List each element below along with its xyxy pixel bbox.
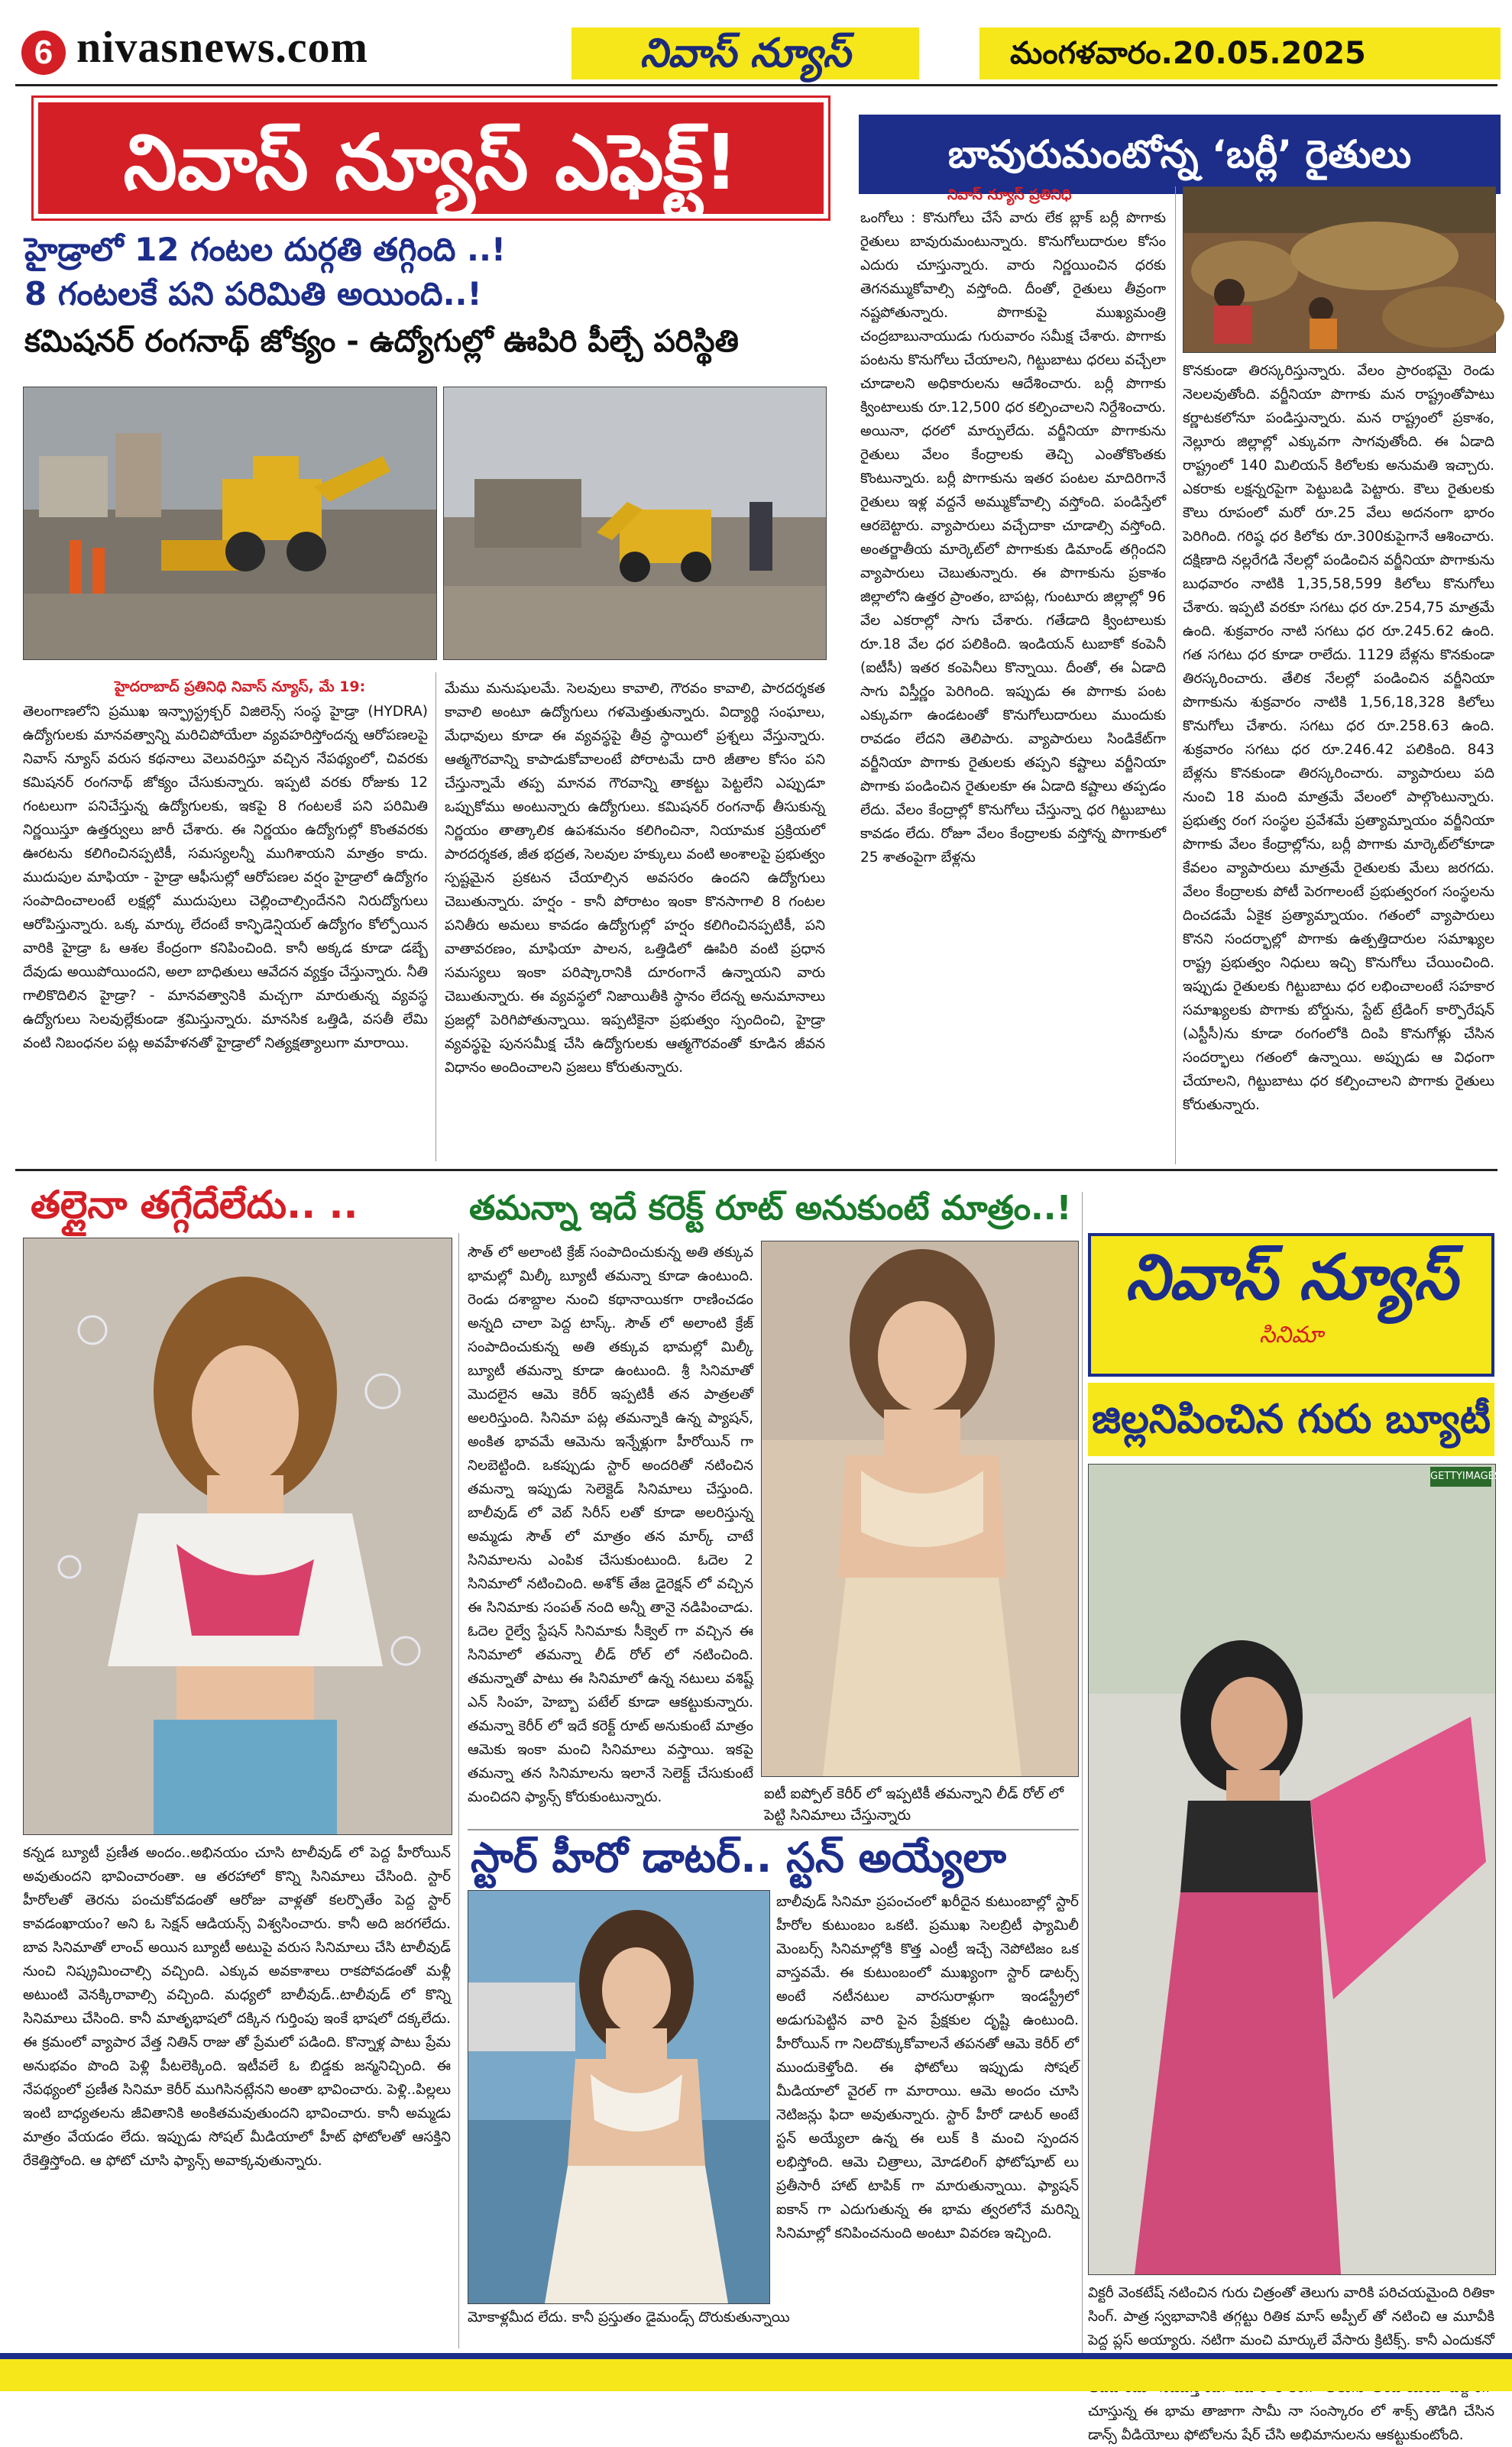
cinema-brand: నివాస్ న్యూస్ — [1125, 1241, 1458, 1314]
effect-byline: హైదరాబాద్ ప్రతినిధి నివాస్ న్యూస్, మే 19: — [115, 678, 366, 695]
tobacco-farmers-photo — [1183, 186, 1496, 353]
masthead — [0, 0, 1512, 83]
footer-band — [0, 2359, 1512, 2391]
effect-headline-2: 8 గంటలకే పని పరిమితి అయింది..! — [24, 275, 482, 312]
star-daughter-article: బాలీవుడ్ సినిమా ప్రపంచంలో ఖరీదైన కుటుంబాల్లో స్టార్ హీరోల కుటుంబం ఒకటి. ప్రముఖ సెలబ్రిటీ ఫ్యామిలీ మెంబర్స్ సినిమాల్లోకి కొత్త ఎంట్రీ ఇచ్చే నెపోటిజం ఒక వాస్తవమే. ఈ కుటుంబంలో ముఖ్యంగా స్టార్ డాటర్స్ అంటే నటీనటుల వారసురాళ్లుగా ఇండస్ట్రీలో అడుగుపెట్టిన వారి పైన ప్రేక్షకుల దృష్టి ఉంటుంది. హీరోయిన్ గా నిలదొక్కుకోవాలనే తపనతో ఆమె కెరీర్ లో ముందుకెళ్తోంది. ఈ ఫోటోలు ఇప్పుడు సోషల్ మీడియాలో వైరల్ గా మారాయి. ఆమె అందం చూసి నెటిజన్లు ఫిదా అవుతున్నారు. స్టార్ హీరో డాటర్ అంటే స్టన్ అయ్యేలా ఉన్న ఈ లుక్ కి మంచి స్పందన లభిస్తోంది. ఆమె చిత్రాలు, మోడలింగ్ ఫోటోషూట్ లు ప్రతీసారీ హాట్ టాపిక్ గా మారుతున్నాయి. ఫ్యాషన్ ఐకాన్ గా ఎదుగుతున్న ఈ భామ త్వరలోనే మరిన్ని సినిమాల్లో కనిపించనుంది అంటూ వివరణ ఇచ్చింది. — [776, 1894, 1079, 2241]
hydra-demolition-photo-1 — [23, 387, 437, 660]
column-divider — [1082, 1192, 1083, 2353]
cinema-label: సినిమా — [1259, 1322, 1323, 1348]
column-divider — [1175, 186, 1176, 1164]
actress-headline: తల్లైనా తగ్గేదేలేదు.. .. — [31, 1183, 358, 1227]
burley-byline: నివాస్ న్యూస్ ప్రతినిధి — [947, 186, 1072, 203]
effect-banner: నివాస్ న్యూస్ ఎఫెక్ట్! — [34, 98, 828, 218]
section-divider — [468, 1829, 1079, 1830]
effect-column-2: మేము మనుషులమే. సెలవులు కావాలి, గౌరవం కావాలి, పారదర్శకత కావాలి అంటూ ఉద్యోగులు గళమెత్తుతున్నారు. విద్యార్థి సంఘాలు, మేధావులు కూడా ఈ వ్యవస్థపై తీవ్ర స్థాయిలో ప్రశ్నలు వేస్తున్నారు. ఆత్మగౌరవాన్ని కాపాడుకోవాలంటే పోరాటమే దారి జీతాల కోసం పని చేస్తున్నామే తప్ప మానవ గౌరవాన్ని తాకట్టు పెట్టలేని ఎప్పుడూ ఒప్పుకోము అంటున్నారు ఉద్యోగులు. కమిషనర్ రంగనాథ్ తీసుకున్న నిర్ణయం తాత్కాలిక ఉపశమనం కలిగించినా, నియామక ప్రక్రియలో పారదర్శకత, జీత భద్రత, సెలవుల హక్కులు వంటి అంశాలపై ప్రభుత్వం స్పష్టమైన ప్రకటన చేయాల్సిన అవసరం ఉందని ఉద్యోగులు చెబుతున్నారు. హర్షం - కానీ పోరాటం ఇంకా కొనసాగాలి 8 గంటల పనితీరు అమలు కావడం ఉద్యోగుల్లో హర్షం కలిగించినప్పటికీ, పని వాతావరణం, మాఫియా పాలన, ఒత్తిడిలో ఊపిరి వంటి ప్రధాన సమస్యలు ఇంకా పరిష్కారానికి దూరంగానే ఉన్నాయని వారు చెబుతున్నారు. ఈ వ్యవస్థలో నిజాయితీకి స్థానం లేదన్న అనుమానాలు ప్రజల్లో పెరిగిపోతున్నాయి. ఇప్పటికైనా ప్రభుత్వం స్పందించి, హైడ్రా వ్యవస్థపై పునసమీక్ష చేసి ఉద్యోగులకు ఆత్మగౌరవంతో కూడిన జీవన విధానం అందించాలని ప్రజలు కోరుతున్నారు. — [445, 681, 825, 1076]
star-daughter-caption: మోకాళ్లమీద లేదు. కానీ ప్రస్తుతం డైమండ్స్ దొరుకుతున్నాయి — [468, 2309, 790, 2326]
brand-logo: నివాస్ న్యూస్ — [571, 28, 919, 79]
star-daughter-photo — [468, 1890, 770, 2304]
tamannaah-headline: తమన్నా ఇదే కరెక్ట్ రూట్ అనుకుంటే మాత్రం..! — [469, 1189, 1072, 1228]
effect-headline-1: హైడ్రాలో 12 గంటల దుర్గతి తగ్గింది ..! — [24, 231, 507, 268]
tamannaah-caption: ఐటీ ఐప్పోల్ కెరీర్ లో ఇప్పటికీ తమన్నాని లీడ్ రోల్ లో పెట్టి సినిమాలు చేస్తున్నారు — [764, 1785, 1064, 1824]
hydra-demolition-photo-2 — [443, 387, 827, 660]
effect-column-1: తెలంగాణలోని ప్రముఖ ఇన్ఫ్రాస్ట్రక్చర్ విజిలెన్స్ సంస్థ హైడ్రా (HYDRA) ఉద్యోగులకు మానవత్వాన్ని మరిచిపోయేలా వ్యవహరిస్తోందన్న ఆరోపణలపై నివాస్ న్యూస్ వరుస కథనాలు వెలువరిస్తూ వచ్చిన నేపథ్యంలో, చివరకు కమిషనర్ రంగనాథ్ జోక్యం చేసుకున్నారు. ఇప్పటి వరకు రోజుకు 12 గంటలుగా పనిచేస్తున్న ఉద్యోగులకు, ఇకపై 8 గంటలకే పని పరిమితి నిర్ణయిస్తూ ఉత్తర్వులు జారీ చేశారు. ఈ నిర్ణయం ఉద్యోగుల్లో కొంతవరకు ఊరటను కలిగించినప్పటికీ, సమస్యలన్నీ ముగిశాయని మాత్రం కాదు. ముదుపుల మాఫియా - హైడ్రా ఆఫీసుల్లో ఆరోపణల వర్షం హైడ్రాలో ఉద్యోగం సంపాదించాలంటే లక్షల్లో ముదుపులు చెల్లించాల్సిందేనని నిరుద్యోగులు ఆరోపిస్తున్నారు. ఒక్క మార్కు లేదంటే కాన్ఫిడెన్షియల్ ఉద్యోగం కోల్పోయిన వారికి హైడ్రా ఓ ఆశల కేంద్రంగా కనిపించింది. కానీ అక్కడ కూడా డబ్బే దేవుడు అయిపోయిందని, అలా బాధితులు ఆవేదన వ్యక్తం చేస్తున్నారు. నీతి గాలికొదిలిన హైడ్రా? - మానవత్వానికి మచ్చగా మారుతున్న వ్యవస్థ ఉద్యోగులు సెలవుల్లేకుండా శ్రమిస్తున్నారు. మానసిక ఒత్తిడి, వసతీ లేమి వంటి నిబంధనల పట్ల అవహేళనతో హైడ్రాలో నిత్యక్షత్యాలుగా మారాయి. — [23, 704, 428, 1051]
section-divider — [15, 1169, 1497, 1171]
tamannaah-article: సౌత్ లో అలాంటి క్రేజ్ సంపాదించుకున్న అతి తక్కువ భామల్లో మిల్కీ బ్యూటీ తమన్నా కూడా ఉంటుంది. రెండు దశాబ్దాల నుంచి కథానాయికగా రాణించడం అన్నది చాలా పెద్ద టాస్క్. సౌత్ లో అలాంటి క్రేజ్ సంపాదించుకున్న అతి తక్కువ భామల్లో మిల్కీ బ్యూటీ తమన్నా కూడా ఉంటుంది. శ్రీ సినిమాతో మొదలైన ఆమె కెరీర్ ఇప్పటికీ తన పాత్రలతో అలరిస్తుంది. సినిమా పట్ల తమన్నాకి ఉన్న ప్యాషన్, అంకిత భావమే ఆమెను ఇన్నేళ్లుగా హీరోయిన్ గా నిలబెట్టింది. ఒకప్పుడు స్టార్ అందరితో నటించిన తమన్నా ఇప్పుడు సెలెక్టెడ్ సినిమాలు చేస్తుంది. బాలీవుడ్ లో వెబ్ సిరీస్ లతో కూడా అలరిస్తున్న అమ్మడు సౌత్ లో మాత్రం తన మార్క్ చాటే సినిమాలను ఎంపిక చేసుకుంటుంది. ఓదెల 2 సినిమాలో నటించింది. అశోక్ తేజ డైరెక్షన్ లో వచ్చిన ఈ సినిమాకు సంపత్ నంది అన్నీ తానై నడిపించాడు. ఓదెల రైల్వే స్టేషన్ సినిమాకు సీక్వెల్ గా వచ్చిన ఈ సినిమాలో తమన్నా లీడ్ రోల్ లో నటించింది. తమన్నాతో పాటు ఈ సినిమాలో ఉన్న నటులు వశిష్ట్ ఎన్ సింహ, హెబ్బా పటేల్ కూడా ఆకట్టుకున్నారు. తమన్నా కెరీర్ లో ఇదే కరెక్ట్ రూట్ అనుకుంటే మాత్రం ఆమెకు ఇంకా మంచి సినిమాలు వస్తాయి. ఇకపై తమన్నా తన సినిమాలను ఇలానే సెలెక్ట్ చేసుకుంటే మంచిదని ఫ్యాన్స్ కోరుకుంటున్నారు. — [468, 1245, 753, 1805]
effect-headline-3: కమిషనర్ రంగనాథ్ జోక్యం - ఉద్యోగుల్లో ఊపిరి పీల్చే పరిస్థితి — [24, 324, 739, 359]
site-name[interactable]: nivasnews.com — [76, 22, 368, 72]
star-daughter-headline: స్టార్ హీరో డాటర్.. స్టన్ అయ్యేలా — [471, 1834, 1006, 1882]
cinema-headline: జిల్లనిపించిన గురు బ్యూటీ — [1088, 1383, 1494, 1456]
actress-photo — [23, 1238, 452, 1835]
cinema-brand-box — [1088, 1233, 1494, 1377]
footer-line — [0, 2353, 1512, 2359]
actress-article: కన్నడ బ్యూటీ ప్రణీత అందం..అభినయం చూసి టాలీవుడ్ లో పెద్ద హీరోయిన్ అవుతుందని భావించారంతా. ఆ తరహాలో కొన్ని సినిమాలు చేసింది. స్టార్ హీరోలతో తెరను పంచుకోవడంతో ఆరోజు వాళ్లతో కలర్పొతేం పెద్ద స్టార్ కావడంఖాయం? అని ఓ సెక్షన్ ఆడియన్స్ విశ్వసించారు. కానీ అది జరగలేదు. బావ సినిమాతో లాంచ్ అయిన బ్యూటీ అటుపై వరుస సినిమాలు చేసి టాలీవుడ్ నుంచి నిష్క్రమించాల్సి వచ్చింది. ఎక్కువ అవకాశాలు రాకపోవడంతో మళ్లీ అటుంటి వెనక్కిరావాల్సి వచ్చింది. మధ్యలో బాలీవుడ్..టాలీవుడ్ లో కొన్ని సినిమాలు చేసింది. కానీ మాతృభాషలో దక్కిన గుర్తింపు ఇంకే భాషలో దక్కలేదు. ఈ క్రమంలో వ్యాపార వేత్త నితిన్ రాజు తో ప్రేమలో పడింది. కొన్నాళ్ల పాటు ప్రేమ అనుభవం పొంది పెళ్లి పీటలెక్కింది. ఇటీవలే ఓ బిడ్డకు జన్మనిచ్చింది. ఈ నేపథ్యంలో ప్రణీత సినిమా కెరీర్ ముగిసినట్లేనని అంతా భావించారు. పెళ్లి..పిల్లలు ఇంటి బాధ్యతలను జీవితానికి అంకితమవుతుందని భావించారు. కానీ అమ్మడు మాత్రం వేయడం లేదు. ఇప్పుడు సోషల్ మీడియాలో హీట్ ఫోటోలతో ఆసక్తిని రేకెత్తిస్తోంది. ఆ ఫోటో చూసి ఫ్యాన్స్ అవాక్కవుతున్నారు. — [23, 1845, 451, 2169]
guru-beauty-photo — [1088, 1464, 1496, 2275]
column-divider — [435, 672, 436, 1161]
masthead-divider — [15, 84, 1497, 86]
photo-credit-tag: GETTYIMAGES — [1430, 1467, 1491, 1487]
cinema-article: విక్టరీ వెంకటేష్ నటించిన గురు చిత్రంతో తెలుగు వారికి పరిచయమైంది రితికా సింగ్. పాత్ర స్వభావానికి తగ్గట్టు రితిక మాస్ అప్పీల్ తో నటించి ఆ మూవీకి పెద్ద ప్లస్ అయ్యారు. నటిగా మంచి మార్కులే వేసారు క్రిటిక్స్. కానీ ఎందుకనో చూస్తున్న ఈ భామ తాజాగా సామీ నా సంస్కారం లో శాక్స్ తొడిగి చేసిన డాన్స్ వీడియోలు ఫోటోలను షేర్ చేసి అభిమానులను ఆకట్టుకుంటోంది. — [1088, 2285, 1494, 2443]
date-bar: మంగళవారం.20.05.2025 — [979, 28, 1501, 79]
burley-column-2: కొనకుండా తిరస్కరిస్తున్నారు. వేలం ప్రారంభమై రెండు నెలలవుతోంది. వర్జీనియా పొగాకు మన రాష్ట్రంతోపాటు కర్ణాటకలోనూ పండిస్తున్నారు. మన రాష్ట్రంలో ప్రకాశం, నెల్లూరు జిల్లాల్లో ఎక్కువగా సాగవుతోంది. ఈ ఏడాది రాష్ట్రంలో 140 మిలియన్ కిలోలకు అనుమతి ఇచ్చారు. ఎకరాకు లక్షన్నరపైగా పెట్టుబడి పెట్టారు. కౌలు రైతులకు కౌలు రూపంలో మరో రూ.25 వేలు అదనంగా భారం పెరిగింది. గరిష్ఠ ధర కిలోకు రూ.300కుపైగానే ఆశించారు. దక్షిణాది నల్లరేగడి నేలల్లో పండించిన వర్జీనియా పొగాకును బుధవారం నాటికి 1,35,58,599 కిలోలు కొనుగోలు చేశారు. ఇప్పటి వరకూ సగటు ధర రూ.254,75 మాత్రమే ఉంది. శుక్రవారం నాటి సగటు ధర రూ.245.62 ఉంది. గత సగటు ధర కూడా రాలేదు. 1129 బేళ్లను కొనకుండా తిరస్కరించారు. తేలిక నేలల్లో పండించిన వర్జీనియా పొగాకును శుక్రవారం నాటికి 1,56,18,328 కిలోలు కొనుగోలు చేశారు. సగటు ధర రూ.258.63 ఉంది. శుక్రవారం సగటు ధర రూ.246.42 పలికింది. 843 బేళ్లను కొనకుండా తిరస్కరించారు. వ్యాపారులు పది నుంచి 18 మంది మాత్రమే వేలంలో పాల్గొంటున్నారు. ప్రభుత్వ రంగ సంస్థల ప్రవేశమే ప్రత్యామ్నాయం వర్జీనియా పొగాకు వేలం కేంద్రాల్లోను, బర్లీ పొగాకు మార్కెట్‌లోకూడా కేవలం వ్యాపారులు మాత్రమే రైతులకు మేలు జరగదు. వేలం కేంద్రాలకు పోటీ పెరగాలంటే ప్రభుత్వరంగ సంస్థలను దించడమే ఏకైక ప్రత్యామ్నాయం. గతంలో వ్యాపారులు కొనని సందర్భాల్లో పొగాకు ఉత్పత్తిదారుల సమాఖ్యల రాష్ట్ర ప్రభుత్వం నిధులు ఇచ్చి కొనుగోలు చేయించింది. ఇప్పుడు రైతులకు గిట్టుబాటు ధర లభించాలంటే సహకార సమాఖ్యలకు పొగాకు బోర్డును, స్టేట్ ట్రేడింగ్ కార్పొరేషన్ (ఎస్టీసీ)ను కూడా రంగంలోకి దింపి కొనుగోళ్లు చేసిన సందర్భాలు గతంలో ఉన్నాయి. అప్పుడు ఆ విధంగా చేయాలని, గిట్టుబాటు ధర కల్పించాలని పొగాకు రైతులు కోరుతున్నారు. — [1183, 363, 1494, 1113]
page-number: 6 — [21, 31, 66, 75]
burley-headline: బావురుమంటోన్న ‘బర్లీ’ రైతులు — [859, 115, 1501, 194]
burley-column-1: ఒంగోలు : కొనుగోలు చేసే వారు లేక బ్లాక్ బర్లీ పొగాకు రైతులు బావురుమంటున్నారు. కొనుగోలుదారుల కోసం ఎదురు చూస్తున్నారు. వారు నిర్ణయించిన ధరకు తెగనమ్ముకోవాల్సి వస్తోంది. దీంతో, రైతులు తీవ్రంగా నష్టపోతున్నారు. పొగాకుపై ముఖ్యమంత్రి చంద్రబాబునాయుడు గురువారం సమీక్ష చేశారు. పొగాకు పంటను కొనుగోలు చేయాలని, గిట్టుబాటు ధరలు వచ్చేలా చూడాలని అధికారులను ఆదేశించారు. బర్లీ పొగాకు క్వింటాలుకు రూ.12,500 ధర కల్పించాలని నిర్దేశించారు. అయినా, ధరలో మార్పులేదు. వర్జీనియా పొగాకును రైతులు వేలం కేంద్రాలకు తెచ్చి ఎంతోకొంతకు కొంటున్నారు. బర్లీ పొగాకును ఇతర పంటల మాదిరిగానే రైతులు ఇళ్ల వద్దనే అమ్ముకోవాల్సి వస్తోంది. పండిస్తేలో ఆరబెట్టారు. వ్యాపారులు వచ్చేదాకా చూడాల్సి వస్తోంది. అంతర్జాతీయ మార్కెట్‌లో పొగాకుకు డిమాండ్ తగ్గిందని వ్యాపారులు చెబుతున్నారు. ఈ పొగాకును ప్రకాశం జిల్లాలోని ఉత్తర ప్రాంతం, బాపట్ల, గుంటూరు జిల్లాల్లో 96 వేల ఎకరాల్లో సాగు చేశారు. గతేడాది క్వింటాలుకు రూ.18 వేల ధర పలికింది. ఇండియన్ టుబాకో కంపెనీ (ఐటీసీ) ఇతర కంపెనీలు కొన్నాయి. దీంతో, ఈ ఏడాది సాగు విస్తీర్ణం పెరిగింది. ఇప్పుడు ఈ పొగాకు పంట ఎక్కువగా ఉండటంతో కొనుగోలుదారులు ముందుకు రావడం లేదని తెలిపారు. వ్యాపారులు సిండికేట్‌గా వర్జీనియా పొగాకు రైతులకు తప్పని కష్టాలు వర్జీనియా పొగాకు పండించిన రైతులకూ ఈ ఏడాది కష్టాలు తప్పడం లేదు. వేలం కేంద్రాల్లో కొనుగోలు చేస్తున్నా ధర గిట్టుబాటు కావడం లేదు. రోజూ వేలం కేంద్రాలకు వస్తోన్న పొగాకులో 25 శాతంపైగా బేళ్లను — [860, 210, 1166, 866]
column-divider — [458, 1233, 459, 2348]
tamannaah-photo — [761, 1241, 1079, 1777]
